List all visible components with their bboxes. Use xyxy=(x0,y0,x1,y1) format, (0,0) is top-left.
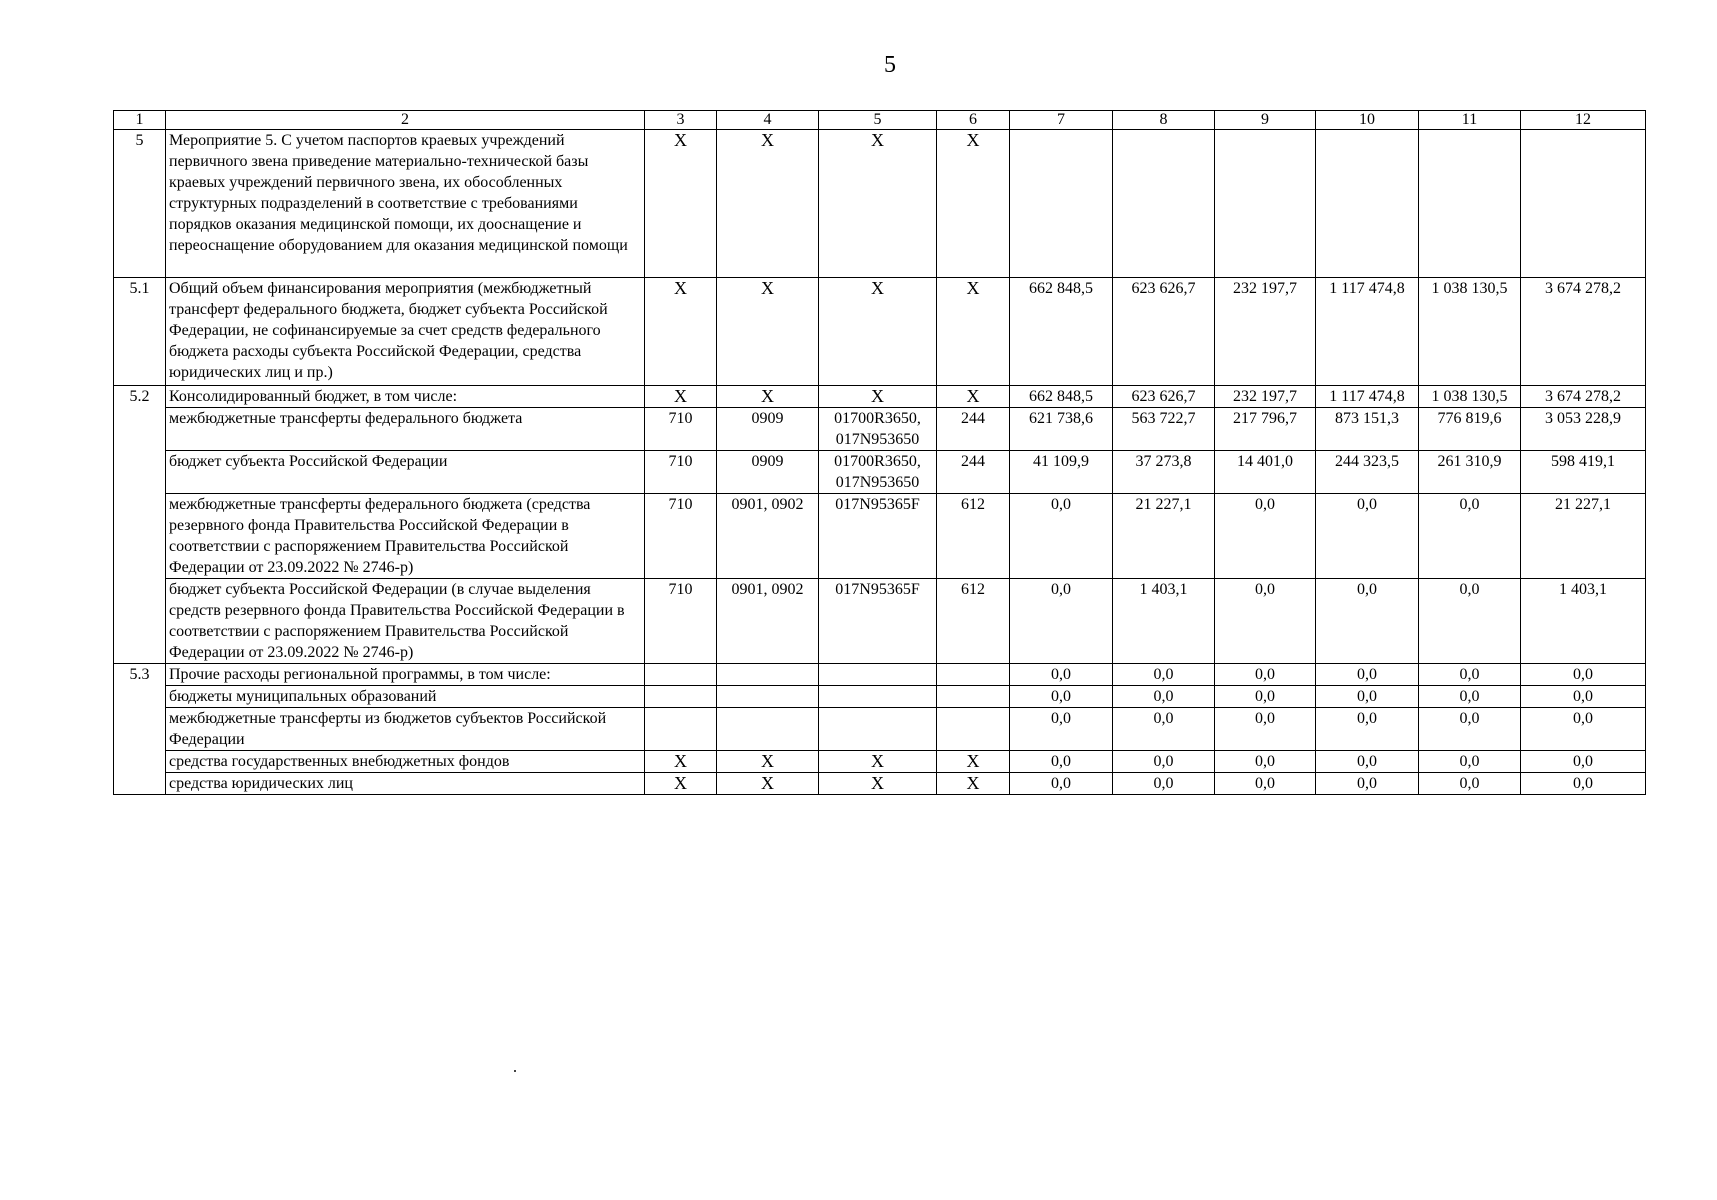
cell-col3 xyxy=(645,708,717,751)
cell-col10 xyxy=(1316,130,1419,278)
table-row xyxy=(114,708,1646,751)
header-cell: 12 xyxy=(1521,111,1646,130)
cell-col11: 1 038 130,5 xyxy=(1419,386,1521,408)
cell-col10: 0,0 xyxy=(1316,708,1419,751)
row-number xyxy=(114,751,166,773)
cell-col9: 0,0 xyxy=(1215,773,1316,795)
table-row xyxy=(114,278,1646,386)
cell-col8: 623 626,7 xyxy=(1113,386,1215,408)
cell-col5: X xyxy=(819,751,937,773)
cell-col5: 01700R3650, 017N953650 xyxy=(819,408,937,451)
cell-col7 xyxy=(1010,130,1113,278)
cell-col7: 0,0 xyxy=(1010,751,1113,773)
cell-col6: 244 xyxy=(937,408,1010,451)
cell-col10: 1 117 474,8 xyxy=(1316,278,1419,386)
cell-col8: 563 722,7 xyxy=(1113,408,1215,451)
cell-col10: 0,0 xyxy=(1316,686,1419,708)
header-cell: 8 xyxy=(1113,111,1215,130)
table-row xyxy=(114,451,1646,494)
cell-col5: 01700R3650, 017N953650 xyxy=(819,451,937,494)
cell-col3: X xyxy=(645,130,717,278)
cell-col7: 662 848,5 xyxy=(1010,386,1113,408)
cell-col8: 0,0 xyxy=(1113,751,1215,773)
cell-col5: 017N95365F xyxy=(819,494,937,579)
row-description: средства юридических лиц xyxy=(166,773,645,795)
cell-col7: 41 109,9 xyxy=(1010,451,1113,494)
row-number xyxy=(114,579,166,664)
cell-col6: X xyxy=(937,751,1010,773)
table-row xyxy=(114,664,1646,686)
row-number: 5.2 xyxy=(114,386,166,408)
cell-col10: 0,0 xyxy=(1316,773,1419,795)
cell-col3 xyxy=(645,686,717,708)
cell-col9: 0,0 xyxy=(1215,708,1316,751)
row-description: Мероприятие 5. С учетом паспортов краевых учреждений первичного звена приведение материально-технической базы краевых учреждений первичного звена, их обособленных структурных подразделений в соответствие с требованиями порядков оказания медицинской помощи, их дооснащение и переоснащение оборудованием для оказания медицинской помощи xyxy=(166,130,645,278)
cell-col5 xyxy=(819,686,937,708)
row-description: межбюджетные трансферты федерального бюджета (средства резервного фонда Правительства Российской Федерации в соответствии с распоряжением Правительства Российской Федерации от 23.09.2022 № 2746-р) xyxy=(166,494,645,579)
cell-col3: X xyxy=(645,773,717,795)
cell-col11: 776 819,6 xyxy=(1419,408,1521,451)
cell-col6 xyxy=(937,708,1010,751)
table-row xyxy=(114,773,1646,795)
cell-col3: 710 xyxy=(645,579,717,664)
cell-col12: 3 674 278,2 xyxy=(1521,278,1646,386)
row-number xyxy=(114,773,166,795)
cell-col8: 1 403,1 xyxy=(1113,579,1215,664)
cell-col9: 232 197,7 xyxy=(1215,386,1316,408)
cell-col4: X xyxy=(717,130,819,278)
cell-col8 xyxy=(1113,130,1215,278)
cell-col9: 0,0 xyxy=(1215,579,1316,664)
cell-col7: 662 848,5 xyxy=(1010,278,1113,386)
cell-col5: X xyxy=(819,278,937,386)
cell-col12: 0,0 xyxy=(1521,664,1646,686)
cell-col9 xyxy=(1215,130,1316,278)
row-number: 5 xyxy=(114,130,166,278)
row-description: бюджет субъекта Российской Федерации (в случае выделения средств резервного фонда Правительства Российской Федерации в соответствии с распоряжением Правительства Российской Федерации от 23.09.2022 № 2746-р) xyxy=(166,579,645,664)
row-description: межбюджетные трансферты из бюджетов субъектов Российской Федерации xyxy=(166,708,645,751)
row-number xyxy=(114,686,166,708)
cell-col7: 621 738,6 xyxy=(1010,408,1113,451)
cell-col3: X xyxy=(645,278,717,386)
header-cell: 3 xyxy=(645,111,717,130)
table-row xyxy=(114,686,1646,708)
cell-col8: 0,0 xyxy=(1113,773,1215,795)
cell-col9: 232 197,7 xyxy=(1215,278,1316,386)
cell-col12: 598 419,1 xyxy=(1521,451,1646,494)
cell-col7: 0,0 xyxy=(1010,664,1113,686)
cell-col4: 0901, 0902 xyxy=(717,494,819,579)
header-cell: 4 xyxy=(717,111,819,130)
cell-col10: 0,0 xyxy=(1316,664,1419,686)
cell-col12: 21 227,1 xyxy=(1521,494,1646,579)
cell-col6: X xyxy=(937,386,1010,408)
cell-col11: 1 038 130,5 xyxy=(1419,278,1521,386)
cell-col7: 0,0 xyxy=(1010,708,1113,751)
cell-col9: 0,0 xyxy=(1215,751,1316,773)
table-row xyxy=(114,579,1646,664)
header-cell: 11 xyxy=(1419,111,1521,130)
cell-col9: 14 401,0 xyxy=(1215,451,1316,494)
cell-col6 xyxy=(937,664,1010,686)
cell-col10: 873 151,3 xyxy=(1316,408,1419,451)
header-cell: 1 xyxy=(114,111,166,130)
cell-col4: X xyxy=(717,751,819,773)
row-number xyxy=(114,494,166,579)
cell-col11: 0,0 xyxy=(1419,708,1521,751)
cell-col9: 0,0 xyxy=(1215,686,1316,708)
cell-col7: 0,0 xyxy=(1010,494,1113,579)
cell-col10: 0,0 xyxy=(1316,579,1419,664)
cell-col4 xyxy=(717,708,819,751)
header-cell: 10 xyxy=(1316,111,1419,130)
cell-col7: 0,0 xyxy=(1010,686,1113,708)
row-number xyxy=(114,408,166,451)
header-cell: 9 xyxy=(1215,111,1316,130)
cell-col3 xyxy=(645,664,717,686)
cell-col8: 37 273,8 xyxy=(1113,451,1215,494)
row-description: бюджет субъекта Российской Федерации xyxy=(166,451,645,494)
cell-col6: X xyxy=(937,773,1010,795)
cell-col10: 0,0 xyxy=(1316,751,1419,773)
cell-col6 xyxy=(937,686,1010,708)
cell-col11: 261 310,9 xyxy=(1419,451,1521,494)
cell-col6: X xyxy=(937,278,1010,386)
cell-col8: 0,0 xyxy=(1113,664,1215,686)
cell-col5: X xyxy=(819,773,937,795)
cell-col12: 0,0 xyxy=(1521,751,1646,773)
table-row xyxy=(114,494,1646,579)
row-number: 5.1 xyxy=(114,278,166,386)
cell-col4: 0909 xyxy=(717,408,819,451)
cell-col7: 0,0 xyxy=(1010,773,1113,795)
column-number-row xyxy=(114,111,1646,130)
header-cell: 2 xyxy=(166,111,645,130)
cell-col10: 244 323,5 xyxy=(1316,451,1419,494)
cell-col7: 0,0 xyxy=(1010,579,1113,664)
cell-col4: X xyxy=(717,278,819,386)
cell-col4: 0901, 0902 xyxy=(717,579,819,664)
cell-col4: 0909 xyxy=(717,451,819,494)
cell-col5: 017N95365F xyxy=(819,579,937,664)
cell-col11: 0,0 xyxy=(1419,686,1521,708)
cell-col12: 0,0 xyxy=(1521,686,1646,708)
cell-col12: 0,0 xyxy=(1521,708,1646,751)
row-description: Прочие расходы региональной программы, в том числе: xyxy=(166,664,645,686)
financing-table xyxy=(113,110,1646,795)
cell-col8: 21 227,1 xyxy=(1113,494,1215,579)
table-row xyxy=(114,130,1646,278)
table-row xyxy=(114,408,1646,451)
cell-col9: 0,0 xyxy=(1215,664,1316,686)
cell-col6: 612 xyxy=(937,494,1010,579)
row-description: бюджеты муниципальных образований xyxy=(166,686,645,708)
cell-col8: 0,0 xyxy=(1113,708,1215,751)
cell-col3: 710 xyxy=(645,451,717,494)
cell-col9: 0,0 xyxy=(1215,494,1316,579)
cell-col12: 1 403,1 xyxy=(1521,579,1646,664)
cell-col11: 0,0 xyxy=(1419,664,1521,686)
table-row xyxy=(114,386,1646,408)
cell-col8: 623 626,7 xyxy=(1113,278,1215,386)
cell-col4: X xyxy=(717,773,819,795)
cell-col5 xyxy=(819,664,937,686)
cell-col5 xyxy=(819,708,937,751)
row-number xyxy=(114,708,166,751)
cell-col6: 244 xyxy=(937,451,1010,494)
row-number: 5.3 xyxy=(114,664,166,686)
cell-col3: X xyxy=(645,386,717,408)
cell-col5: X xyxy=(819,130,937,278)
cell-col12: 0,0 xyxy=(1521,773,1646,795)
row-description: Консолидированный бюджет, в том числе: xyxy=(166,386,645,408)
cell-col10: 0,0 xyxy=(1316,494,1419,579)
cell-col12 xyxy=(1521,130,1646,278)
row-description: средства государственных внебюджетных фондов xyxy=(166,751,645,773)
cell-col4: X xyxy=(717,386,819,408)
cell-col12: 3 674 278,2 xyxy=(1521,386,1646,408)
page-number: 5 xyxy=(884,52,896,78)
header-cell: 5 xyxy=(819,111,937,130)
cell-col11 xyxy=(1419,130,1521,278)
scan-speck xyxy=(514,1070,516,1072)
cell-col4 xyxy=(717,664,819,686)
cell-col6: X xyxy=(937,130,1010,278)
row-description: межбюджетные трансферты федерального бюджета xyxy=(166,408,645,451)
cell-col6: 612 xyxy=(937,579,1010,664)
cell-col11: 0,0 xyxy=(1419,751,1521,773)
table-row xyxy=(114,751,1646,773)
header-cell: 6 xyxy=(937,111,1010,130)
cell-col8: 0,0 xyxy=(1113,686,1215,708)
cell-col11: 0,0 xyxy=(1419,773,1521,795)
cell-col3: 710 xyxy=(645,408,717,451)
cell-col3: X xyxy=(645,751,717,773)
cell-col10: 1 117 474,8 xyxy=(1316,386,1419,408)
cell-col12: 3 053 228,9 xyxy=(1521,408,1646,451)
cell-col9: 217 796,7 xyxy=(1215,408,1316,451)
cell-col11: 0,0 xyxy=(1419,494,1521,579)
cell-col5: X xyxy=(819,386,937,408)
cell-col11: 0,0 xyxy=(1419,579,1521,664)
cell-col3: 710 xyxy=(645,494,717,579)
row-description: Общий объем финансирования мероприятия (межбюджетный трансферт федерального бюджета, бюджет субъекта Российской Федерации, не софинансируемые за счет средств федерального бюджета расходы субъекта Российской Федерации, средства юридических лиц и пр.) xyxy=(166,278,645,386)
header-cell: 7 xyxy=(1010,111,1113,130)
cell-col4 xyxy=(717,686,819,708)
row-number xyxy=(114,451,166,494)
